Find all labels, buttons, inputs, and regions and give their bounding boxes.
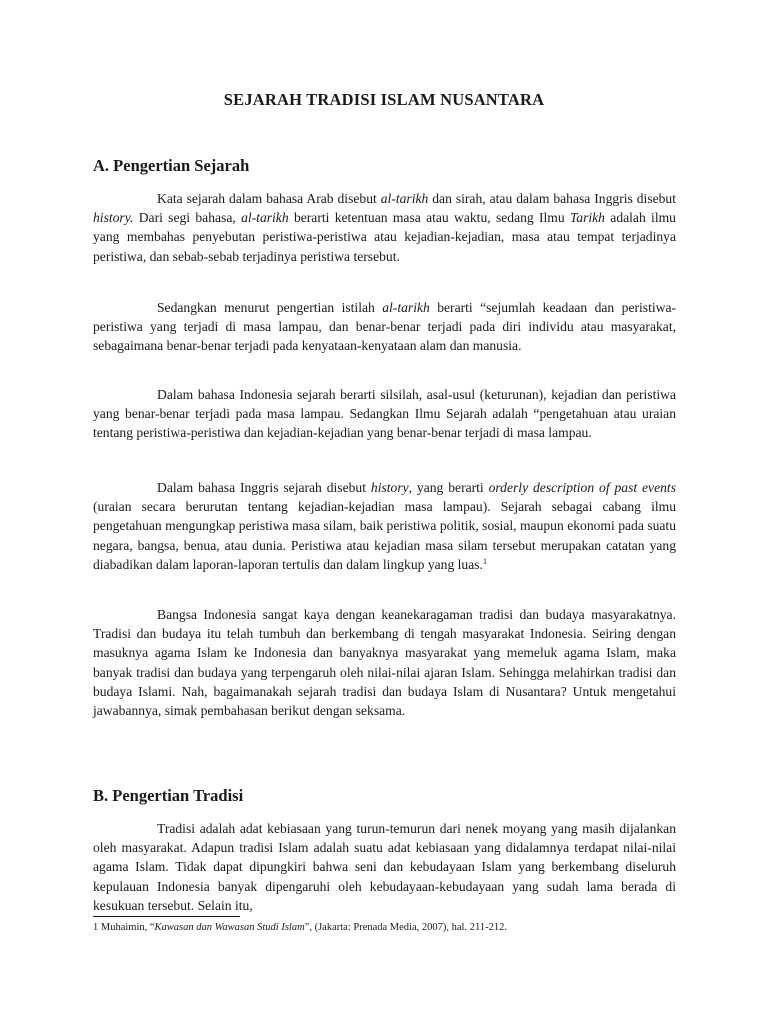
text-run: ”, (Jakarta: Prenada Media, 2007), hal. 211-212. [304, 922, 507, 933]
text-run: Dari segi bahasa, [133, 210, 242, 226]
text-run: (uraian secara berurutan tentang kejadian-kejadian masa lampau). Sejarah sebagai cabang ilmu pengetahuan mengungkap peristiwa masa silam, baik peristiwa politik, sosial, maupun ekonomi pada suatu negara, bangsa, benua, atau dunia. Peristiwa atau kejadian masa silam tersebut merupakan catatan yang diabadikan dalam laporan-laporan tertulis dan dalam lingkup yang luas. [93, 499, 676, 572]
italic-term: history. [93, 210, 134, 226]
text-run: berarti “sejumlah keadaan dan peristiwa-peristiwa yang terjadi di masa lampau, dan benar-benar terjadi pada diri individu atau masyarakat, sebagaimana benar-benar terjadi pada kenyataan-kenyataan alam dan manusia. [93, 300, 676, 354]
footnote [93, 921, 507, 934]
text-run: Bangsa Indonesia sangat kaya dengan keanekaragaman tradisi dan budaya masyarakatnya. Tradisi dan budaya itu telah tumbuh dan berkembang di tengah masyarakat Indonesia. Seiring dengan masuknya agama Islam ke Indonesia dan banyaknya masyarakat yang memeluk agama Islam, maka banyak tradisi dan budaya yang terpengaruh oleh nilai-nilai ajaran Islam. Sehingga melahirkan tradisi dan budaya Islami. Nah, bagaimanakah sejarah tradisi dan budaya Islam di Nusantara? Untuk mengetahui jawabannya, simak pembahasan berikut dengan seksama. [93, 607, 676, 719]
italic-term: history [370, 480, 409, 495]
section-a-paragraph-3 [93, 385, 676, 443]
text-run: berarti ketentuan masa atau waktu, sedang Ilmu [288, 210, 570, 226]
section-a-paragraph-1 [93, 189, 676, 266]
footnote-ref: 1 [482, 556, 487, 566]
text-run: Dalam bahasa Indonesia sejarah berarti silsilah, asal-usul (keturunan), kejadian dan peristiwa yang benar-benar terjadi pada masa lampau. Sedangkan Ilmu Sejarah adalah “pengetahuan atau uraian tentang peristiwa-peristiwa dan kejadian-kejadian yang benar-benar terjadi di masa lampau. [93, 387, 676, 441]
text-run: Kata sejarah dalam bahasa Arab disebut [157, 191, 381, 206]
section-a-heading: A. Pengertian Sejarah [93, 156, 250, 175]
section-b-heading: B. Pengertian Tradisi [93, 786, 244, 805]
text-run: Tradisi adalah adat kebiasaan yang turun-temurun dari nenek moyang yang masih dijalankan oleh masyarakat. Adapun tradisi Islam adalah suatu adat kebiasaan yang didalamnya terdapat nilai-nilai agama Islam. Tidak dapat dipungkiri bahwa seni dan kebudayaan Islam yang berkembang diseluruh kepulauan Indonesia banyak dipengaruhi oleh kebudayaan-kebudayaan yang sudah lama berada di kesukuan tersebut. Selain itu, [93, 821, 676, 913]
section-a-paragraph-4 [93, 478, 676, 574]
text-run: dan sirah, atau dalam bahasa Inggris disebut [428, 191, 677, 206]
italic-term: al-tarikh [241, 210, 289, 226]
italic-term: al-tarikh [380, 191, 429, 206]
italic-term: Tarikh [569, 210, 605, 226]
text-run: 1 Muhaimin, “ [93, 922, 155, 933]
italic-term: al-tarikh [382, 300, 430, 315]
text-run: Sedangkan menurut pengertian istilah [157, 300, 383, 315]
text-run: Dalam bahasa Inggris sejarah disebut [157, 480, 371, 495]
footnote-separator [93, 916, 240, 917]
section-b-paragraph-1 [93, 819, 676, 915]
text-run: , yang berarti [408, 480, 489, 495]
italic-term: Kawasan dan Wawasan Studi Islam [154, 922, 305, 933]
text-run: adalah ilmu yang membahas penyebutan peristiwa-peristiwa atau kejadian-kejadian, masa atau tempat terjadinya peristiwa, dan sebab-sebab terjadinya peristiwa tersebut. [93, 210, 676, 264]
section-a-paragraph-5 [93, 605, 676, 720]
italic-term: orderly description of past events [488, 480, 676, 495]
section-a-paragraph-2 [93, 298, 676, 356]
document-title: SEJARAH TRADISI ISLAM NUSANTARA [223, 90, 545, 109]
